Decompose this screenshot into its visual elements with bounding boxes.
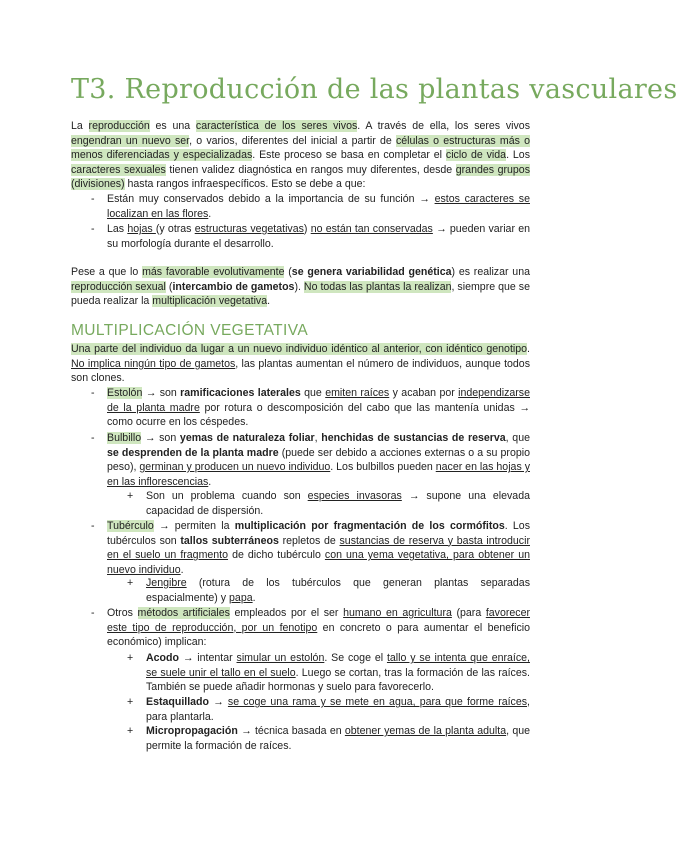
text: . [527, 343, 530, 355]
list-item-tuberculo [107, 519, 530, 577]
underline: tallo y se intenta que enraíce, se suele unir el tallo en el suelo [146, 652, 530, 679]
text: , o varios, diferentes del inicial a partir de [189, 134, 396, 147]
text: . Luego se cortan, tras la formación de las raíces. También se puede añadir hormonas y suelo para favorecerlo. [146, 666, 530, 694]
text: Otros [107, 607, 138, 619]
underline: germinan y producen un nuevo individuo [139, 461, 331, 474]
text: → supone una elevada capacidad de dispersión. [146, 490, 530, 517]
text: , que [505, 432, 530, 444]
bullet-plus: + [127, 696, 134, 708]
text: ( [165, 280, 173, 293]
bold-text: se desprenden de la planta madre [107, 446, 279, 459]
text: (rotura de los tubérculos que generan plantas separadas espacialmente) y [146, 577, 530, 604]
text: → [208, 696, 228, 708]
highlight: más favorable evolutivamente [142, 266, 285, 278]
text: ) [303, 223, 311, 235]
list-item-otros [107, 606, 530, 650]
text: ). [294, 280, 304, 293]
highlight: Una parte del individuo da lugar a un nuevo individuo idéntico al anterior, con idéntico genotipo [71, 343, 528, 355]
text: (puede ser debido a acciones externas o a su propio peso), [107, 446, 530, 474]
text: hasta rangos infraespecíficos. Esto se debe a que: [124, 178, 366, 191]
bullet-dash: - [91, 520, 95, 532]
text: . [208, 475, 212, 488]
bold-text: Acodo [146, 652, 179, 664]
text: → intentar [178, 652, 237, 664]
text: . Este proceso se basa en completar el [252, 149, 446, 162]
underline: estructuras vegetativas [194, 223, 304, 235]
text: , siempre que se pueda realizar la [71, 280, 530, 308]
text: → son [141, 432, 180, 444]
text: tienen validez diagnóstica en rangos muy diferentes, desde [165, 163, 456, 176]
bold-text: tallos subterráneos [180, 534, 279, 547]
text: La [71, 120, 89, 132]
highlight: caracteres sexuales [71, 163, 166, 176]
section-heading: MULTIPLICACIÓN VEGETATIVA [71, 322, 309, 339]
highlight: engendran un nuevo ser [71, 134, 190, 147]
text: . [180, 563, 184, 576]
text: . Los bulbillos pueden [330, 461, 436, 474]
text: . A través de ella, los seres vivos [357, 120, 530, 132]
underline: papa [229, 591, 253, 604]
underline: simular un estolón [236, 652, 325, 664]
highlight: Bulbillo [107, 432, 142, 444]
bold-text: intercambio de gametos [172, 280, 295, 293]
underline: con una yema vegetativa, para obtener un nuevo individuo [107, 549, 530, 576]
text: . Los tubérculos son [107, 520, 530, 547]
bullet-dash: - [91, 432, 95, 444]
highlight: característica de los seres vivos [195, 120, 358, 132]
bold-text: henchidas de sustancias de reserva [321, 432, 506, 444]
highlight: grandes grupos (divisiones) [71, 163, 530, 191]
underline: favorecer este tipo de reproducción, por un fenotipo [107, 607, 530, 634]
highlight: reproducción sexual [71, 280, 166, 293]
text: → son [142, 387, 181, 399]
underline: especies invasoras [307, 490, 402, 502]
underline: humano en agricultura [343, 607, 452, 619]
underline: emiten raíces [325, 387, 390, 399]
text: y acaban por [389, 387, 459, 399]
text: , [314, 432, 322, 444]
text: ( [284, 266, 292, 278]
underline: obtener yemas de la planta adulta [344, 725, 507, 737]
highlight: multiplicación vegetativa [152, 295, 268, 308]
highlight: No todas las plantas la realizan [303, 280, 452, 293]
highlight: Tubérculo [107, 520, 154, 532]
underline: nacer en las hojas y en las inflorescencias [107, 461, 530, 488]
highlight: métodos artificiales [137, 607, 230, 619]
text: Están muy conservados debido a la importancia de su función → [107, 193, 435, 205]
text: Son un problema cuando son [146, 490, 308, 502]
text: que [300, 387, 326, 399]
text: . Se coge el [324, 652, 387, 664]
underline: estos caracteres se localizan en las flores [107, 193, 530, 220]
sub-item-estaquillado [146, 695, 530, 724]
text: por rotura o descomposición del cabo que las mantenía unidas → como ocurre en los céspedes. [107, 401, 530, 429]
underline: independizarse de la planta madre [107, 387, 530, 414]
bold-text: Estaquillado [146, 696, 209, 708]
underline: hojas [127, 223, 156, 235]
text: → permiten la [153, 520, 235, 532]
text: → pueden variar en su morfología durante el desarrollo. [107, 223, 530, 250]
list-item-bulbillo [107, 431, 530, 489]
bullet-dash: - [91, 607, 95, 619]
underline: Jengibre [146, 577, 187, 589]
sub-item [146, 576, 530, 605]
text: → técnica basada en [237, 725, 345, 737]
bullet-plus: + [127, 577, 134, 589]
highlight: reproducción [88, 120, 150, 132]
text: , para plantarla. [146, 696, 530, 723]
underline: No implica ningún tipo de gametos [71, 357, 236, 370]
text: Las [107, 223, 128, 235]
text: repletos de [278, 534, 340, 547]
bullet-plus: + [127, 490, 134, 502]
sub-item-micropropagacion [146, 724, 530, 753]
intro-paragraph [71, 119, 530, 192]
text: ) es realizar una [451, 266, 530, 278]
text: en concreto o para aumentar el beneficio económico) implican: [107, 621, 530, 649]
text: . [252, 591, 256, 604]
highlight: células o estructuras más o menos diferenciadas y especializadas [71, 134, 530, 162]
text: . Los [506, 149, 530, 162]
bullet-dash: - [91, 387, 95, 399]
bullet-dash: - [91, 193, 95, 205]
bold-text: multiplicación por fragmentación de los cormófitos [234, 520, 505, 532]
text: (y otras [155, 223, 195, 235]
sub-item [146, 489, 530, 518]
bold-text: ramificaciones laterales [180, 387, 301, 399]
text: Pese a que lo [71, 266, 143, 278]
underline: sustancias de reserva y basta introducir en el suelo un fragmento [107, 534, 530, 562]
text: , las plantas aumentan el número de individuos, aunque todos son clones. [71, 357, 530, 385]
text: , que permite la formación de raíces. [146, 725, 530, 752]
bullet-dash: - [91, 223, 95, 235]
highlight: ciclo de vida [445, 149, 507, 162]
list-item [107, 222, 530, 251]
bold-text: se genera variabilidad genética [291, 266, 452, 278]
text: es una [149, 120, 196, 132]
text: . [267, 295, 271, 308]
text: empleados por el ser [229, 607, 344, 619]
list-item-estolon [107, 386, 530, 430]
underline: no están tan conservadas [310, 223, 433, 235]
bullet-plus: + [127, 652, 134, 664]
underline: se coge una rama y se mete en agua, para que forme raíces [227, 696, 528, 708]
page-title: T3. Reproducción de las plantas vasculares [71, 74, 677, 105]
list-item [107, 192, 530, 221]
bullet-plus: + [127, 725, 134, 737]
text: (para [451, 607, 486, 619]
highlight: Estolón [107, 387, 143, 399]
bold-text: yemas de naturaleza foliar [179, 432, 315, 444]
sub-item-acodo [146, 651, 530, 695]
text: de dicho tubérculo [228, 549, 325, 562]
text: . [208, 207, 212, 220]
paragraph-definition [71, 342, 530, 386]
bold-text: Micropropagación [146, 725, 238, 737]
paragraph-sexual-reproduction [71, 265, 530, 309]
